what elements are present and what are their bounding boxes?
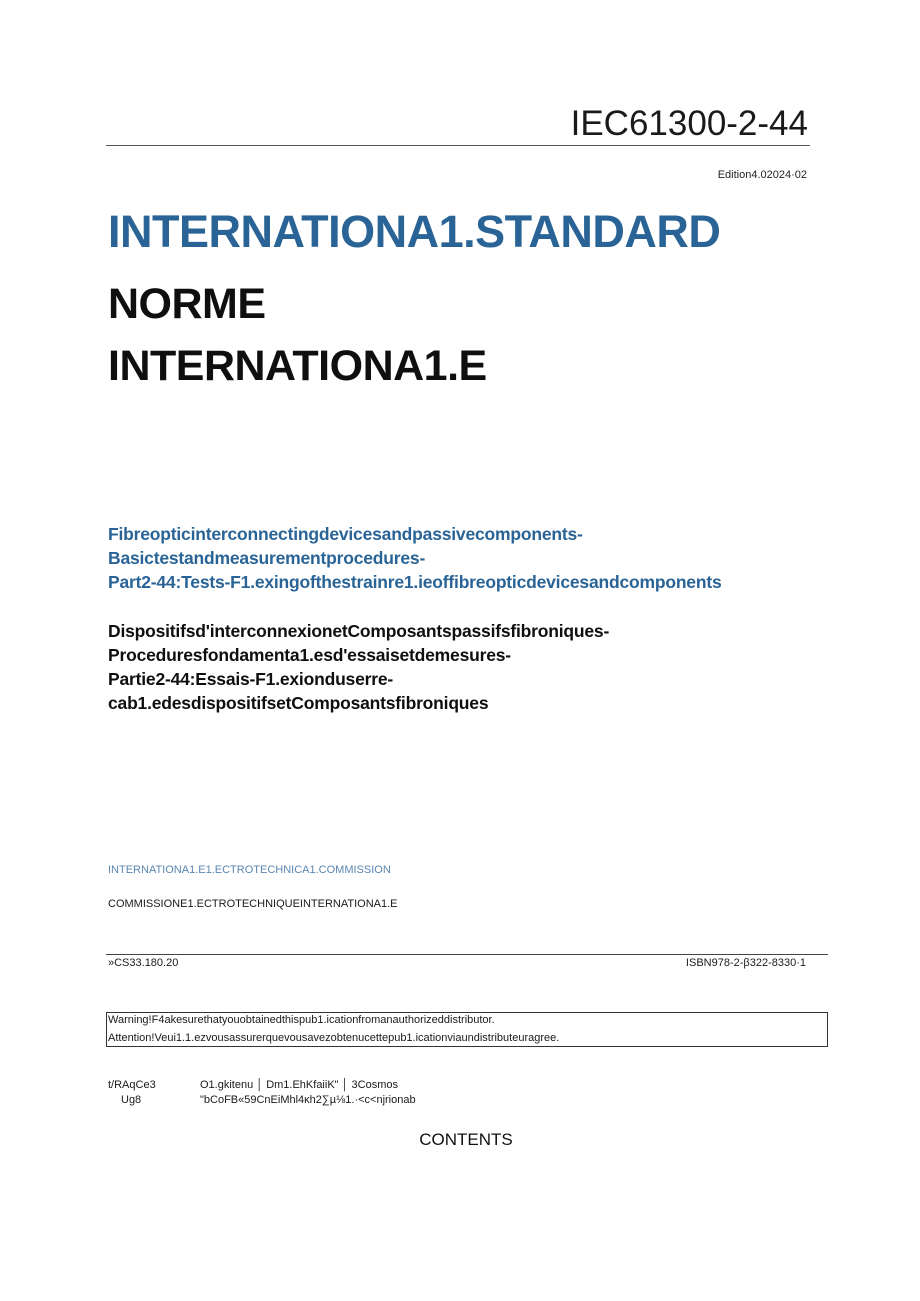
- header-divider: [106, 145, 810, 146]
- title-english: INTERNATIONA1.STANDARD: [108, 206, 721, 257]
- garbled-text-line-2-right: "bCoFB«59CnEiMhl4κh2∑µ⅛1.·<c<njrionab: [200, 1094, 416, 1106]
- garbled-text-line-1-left: t/RAqCe3: [108, 1079, 156, 1091]
- subtitle-french-line-4: cab1.edesdispositifsetComposantsfibroniques: [108, 693, 489, 713]
- document-number: IEC61300-2-44: [570, 104, 808, 143]
- ics-code: »CS33.180.20: [108, 957, 179, 969]
- warning-french: Attention!Veui1.1.ezvousassurerquevousavezobtenucettepub1.icationviaundistributeuragree.: [108, 1032, 560, 1044]
- garbled-text-line-2-left: Ug8: [121, 1094, 142, 1106]
- subtitle-french-line-2: Proceduresfondamenta1.esd'essaisetdemesures-: [108, 645, 511, 665]
- classification-divider: [106, 954, 828, 955]
- edition-label: Edition4.02024·02: [717, 169, 807, 181]
- garbled-text-line-1-right: O1.gkitenu │ Dm1.EhKfaiiK" │ 3Cosmos: [200, 1079, 399, 1091]
- subtitle-english-line-2: Basictestandmeasurementprocedures-: [108, 548, 426, 568]
- subtitle-english-line-1: Fibreopticinterconnectingdevicesandpassivecomponents-: [108, 524, 583, 544]
- subtitle-french-line-3: Partie2-44:Essais-F1.exionduserre-: [108, 669, 394, 689]
- isbn-number: ISBN978-2-β322-8330·1: [685, 957, 806, 969]
- warning-english: Warning!F4akesurethatyouobtainedthispub1.icationfromanauthorizeddistributor.: [108, 1014, 495, 1026]
- organization-english: INTERNATIONA1.E1.ECTROTECHNICA1.COMMISSION: [108, 864, 391, 876]
- contents-heading: CONTENTS: [419, 1130, 513, 1149]
- organization-french: COMMISSIONE1.ECTROTECHNIQUEINTERNATIONA1.E: [108, 898, 398, 910]
- title-french-line-2: INTERNATIONA1.E: [108, 342, 487, 390]
- title-french-line-1: NORME: [108, 280, 266, 328]
- subtitle-french-line-1: Dispositifsd'interconnexionetComposantspassifsfibroniques-: [108, 621, 610, 641]
- subtitle-english-line-3: Part2-44:Tests-F1.exingofthestrainre1.ieoffibreopticdevicesandcomponents: [108, 572, 722, 592]
